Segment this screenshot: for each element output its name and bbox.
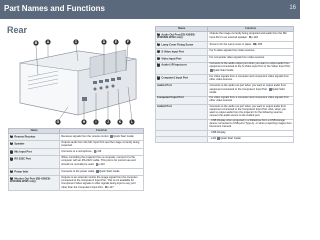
part-name-cell bbox=[9, 140, 60, 149]
part-name-cell bbox=[156, 48, 208, 55]
callout-label: J bbox=[107, 120, 109, 125]
part-function: Outputs the image currently being projected and audio from the Mic Input Port to an external speaker. bbox=[209, 31, 287, 39]
part-function: - USB Display when projected in a Slideshow from a USB storage device connected to USB port (Type A), or when projecting images from Document Camera bbox=[209, 119, 292, 129]
part-name: Lamp Cover Fixing Screw bbox=[161, 43, 194, 47]
table-row bbox=[156, 83, 294, 96]
part-function-cell bbox=[60, 156, 144, 168]
table-row bbox=[9, 168, 144, 175]
table-row bbox=[9, 140, 144, 149]
callout-label: E bbox=[114, 40, 118, 45]
table-row bbox=[9, 175, 144, 190]
part-function-cell bbox=[60, 149, 144, 156]
part-function-cell bbox=[208, 41, 294, 48]
table-row bbox=[156, 41, 294, 48]
column-header-name: Name bbox=[156, 27, 208, 32]
part-name-cell bbox=[9, 168, 60, 175]
part-function: Connects to the audio out port when you want to output audio from equipment connected to the Computer2 Input Port. Also, when you want to output audio from the projector for the following sources connect the audio source to the Audio2 port. bbox=[209, 104, 287, 117]
part-name: Audio-L/R Input port bbox=[161, 63, 187, 67]
callout-label: B bbox=[34, 41, 38, 46]
part-function: - USB Display bbox=[209, 130, 226, 134]
table-row bbox=[156, 136, 294, 143]
callout-label: F bbox=[126, 40, 130, 45]
part-function-cell bbox=[208, 75, 294, 84]
table-row bbox=[156, 48, 294, 55]
reference-link[interactable]: Quick Start Guide bbox=[99, 169, 120, 173]
callout-number: D bbox=[10, 157, 13, 160]
table-row bbox=[156, 119, 294, 131]
power-inlet-shape bbox=[82, 97, 87, 101]
port-shape bbox=[93, 81, 97, 84]
callout-number: K bbox=[157, 63, 160, 66]
column-header-function: Function bbox=[208, 27, 294, 32]
page-number: 16 bbox=[289, 5, 296, 11]
part-name: Computer1 Input Port bbox=[161, 76, 189, 80]
callout-number: B bbox=[10, 141, 13, 144]
port-shape bbox=[105, 79, 109, 82]
part-function: When controlling the projector from a computer, connect it to the computer with an RS-232C cable. This port is for control use and should not normally be used. bbox=[61, 156, 136, 167]
callout-number: L bbox=[158, 76, 160, 79]
part-name: Mic Input Port bbox=[14, 150, 32, 154]
part-function-cell bbox=[60, 175, 144, 190]
table-row bbox=[156, 62, 294, 75]
table-row bbox=[156, 75, 294, 84]
part-name: Computer2 Input Port bbox=[157, 96, 184, 100]
port-shape bbox=[111, 78, 115, 81]
callout-number: I bbox=[158, 49, 159, 52]
part-name-cell bbox=[9, 149, 60, 156]
reference-link[interactable]: Quick Start Guide bbox=[220, 137, 241, 141]
callout-number: F bbox=[11, 176, 13, 179]
part-function-cell bbox=[208, 62, 294, 75]
part-name: Power Inlet bbox=[14, 170, 29, 174]
part-function: For S-video signals from video sources. bbox=[209, 48, 255, 52]
reference-link[interactable]: Quick Start Guide bbox=[212, 69, 234, 73]
callout-label: K bbox=[118, 120, 122, 125]
reference-link[interactable]: Quick Start Guide bbox=[113, 134, 134, 138]
part-name: Remote Receiver bbox=[14, 135, 36, 139]
part-function-cell bbox=[208, 119, 294, 131]
port-shape bbox=[112, 85, 115, 88]
part-name: Audio2 Port bbox=[157, 104, 172, 108]
part-function-cell bbox=[60, 133, 144, 140]
part-function: Connects to the audio output port when you want to output audio from equipment connected to the S-Video Input Port or the Video Input Port. bbox=[209, 62, 291, 69]
part-function: Connects to the power cable. bbox=[61, 169, 95, 173]
table-row bbox=[9, 156, 144, 168]
callout-label: I bbox=[95, 120, 97, 125]
callout-number: G bbox=[157, 32, 160, 35]
part-name: Monitor Out Port (EB-420/EB-W410/EB-W425 only) bbox=[10, 176, 51, 183]
part-name-cell bbox=[156, 41, 208, 48]
part-name-cell bbox=[156, 105, 208, 119]
callout-number: E bbox=[10, 169, 13, 172]
part-name-cell bbox=[9, 156, 60, 168]
callout-label: C bbox=[74, 40, 78, 45]
part-function: For video signals from a computer and component video signals from other video sources. bbox=[209, 75, 289, 82]
parts-table-right bbox=[155, 26, 294, 143]
part-name: Video Input Port bbox=[161, 56, 182, 60]
reference-link[interactable]: Quick Start Guide bbox=[209, 87, 285, 94]
part-function-cell bbox=[208, 96, 294, 105]
part-function-cell bbox=[208, 83, 294, 96]
reference-link[interactable]: p.210 bbox=[98, 163, 105, 167]
part-function: Receives signals from the remote control. bbox=[61, 134, 110, 138]
parts-table-left bbox=[8, 128, 144, 191]
port-shape bbox=[94, 88, 97, 91]
callout-number: J bbox=[158, 56, 160, 59]
part-function: Connects to the audio out port when you want to output audio from equipment connected to the Computer1 Input Port. bbox=[209, 83, 287, 91]
callout-label: G bbox=[56, 120, 60, 125]
part-name: Speaker bbox=[14, 142, 25, 146]
part-function-cell bbox=[208, 136, 294, 143]
part-name: S-Video Input Port bbox=[161, 49, 184, 53]
part-function: Connects to a microphone. bbox=[61, 150, 93, 154]
part-function: Outputs to an external monitor the image signal from the computer connected to the Computer1 Input Port. This is not available for Component Video signals or other signals being input to any port other than the Computer1 Input Port. bbox=[61, 175, 138, 189]
table-row bbox=[156, 31, 294, 41]
part-name: RS-232C Port bbox=[14, 157, 31, 161]
part-name-cell bbox=[156, 83, 208, 96]
table-row bbox=[9, 149, 144, 156]
column-header-function: Function bbox=[60, 129, 144, 134]
part-name-cell bbox=[156, 75, 208, 84]
callout-label: D bbox=[102, 40, 106, 45]
part-function: For video signals from a computer and component video signals from other video sources. bbox=[209, 96, 289, 103]
page-header bbox=[0, 0, 300, 19]
port-shape bbox=[99, 80, 103, 83]
part-function-cell bbox=[208, 105, 294, 119]
reference-link[interactable]: p.185 bbox=[255, 42, 263, 46]
reference-link[interactable]: p.118 bbox=[251, 35, 258, 39]
part-name-cell bbox=[9, 175, 60, 190]
part-name-cell bbox=[9, 133, 60, 140]
column-header-name: Name bbox=[9, 129, 60, 134]
port-shape bbox=[117, 77, 121, 80]
part-function: Screw to fix the Lamp cover in place. bbox=[209, 42, 252, 46]
callout-number: H bbox=[157, 42, 160, 45]
table-row bbox=[156, 96, 294, 105]
part-function: For composite video signals from video sources. bbox=[209, 55, 265, 59]
part-name-cell bbox=[156, 119, 208, 131]
part-function: - LAN bbox=[209, 137, 217, 141]
callout-number: A bbox=[10, 134, 13, 137]
callout-label: H bbox=[82, 120, 86, 125]
reference-link[interactable]: p.99 bbox=[96, 150, 102, 154]
part-function-cell bbox=[60, 168, 144, 175]
part-function-cell bbox=[208, 31, 294, 41]
part-name-cell bbox=[156, 62, 208, 75]
port-shape bbox=[100, 87, 103, 90]
part-function-cell bbox=[208, 48, 294, 55]
section-title: Rear bbox=[7, 25, 28, 35]
callout-label: A bbox=[46, 40, 50, 45]
page-title: Part Names and Functions bbox=[4, 4, 105, 13]
part-name: Audio1 Port bbox=[157, 83, 172, 87]
part-name-cell bbox=[156, 136, 208, 143]
projector-rear-diagram bbox=[8, 37, 143, 125]
callout-number: C bbox=[10, 150, 13, 153]
callout-label: L bbox=[130, 120, 134, 125]
reference-link[interactable]: p.117 bbox=[107, 185, 114, 189]
table-row bbox=[156, 105, 294, 119]
part-function-cell bbox=[60, 140, 144, 149]
table-row bbox=[9, 133, 144, 140]
part-name: Audio Out Port (EB-420/EB-W425/EB-W410 only) bbox=[157, 33, 196, 40]
part-function: Outputs audio from the Mic Input Port and the image currently being projected. bbox=[61, 140, 140, 147]
part-name-cell bbox=[156, 31, 208, 41]
part-name-cell bbox=[156, 55, 208, 62]
port-shape bbox=[106, 86, 109, 89]
part-name-cell bbox=[156, 96, 208, 105]
